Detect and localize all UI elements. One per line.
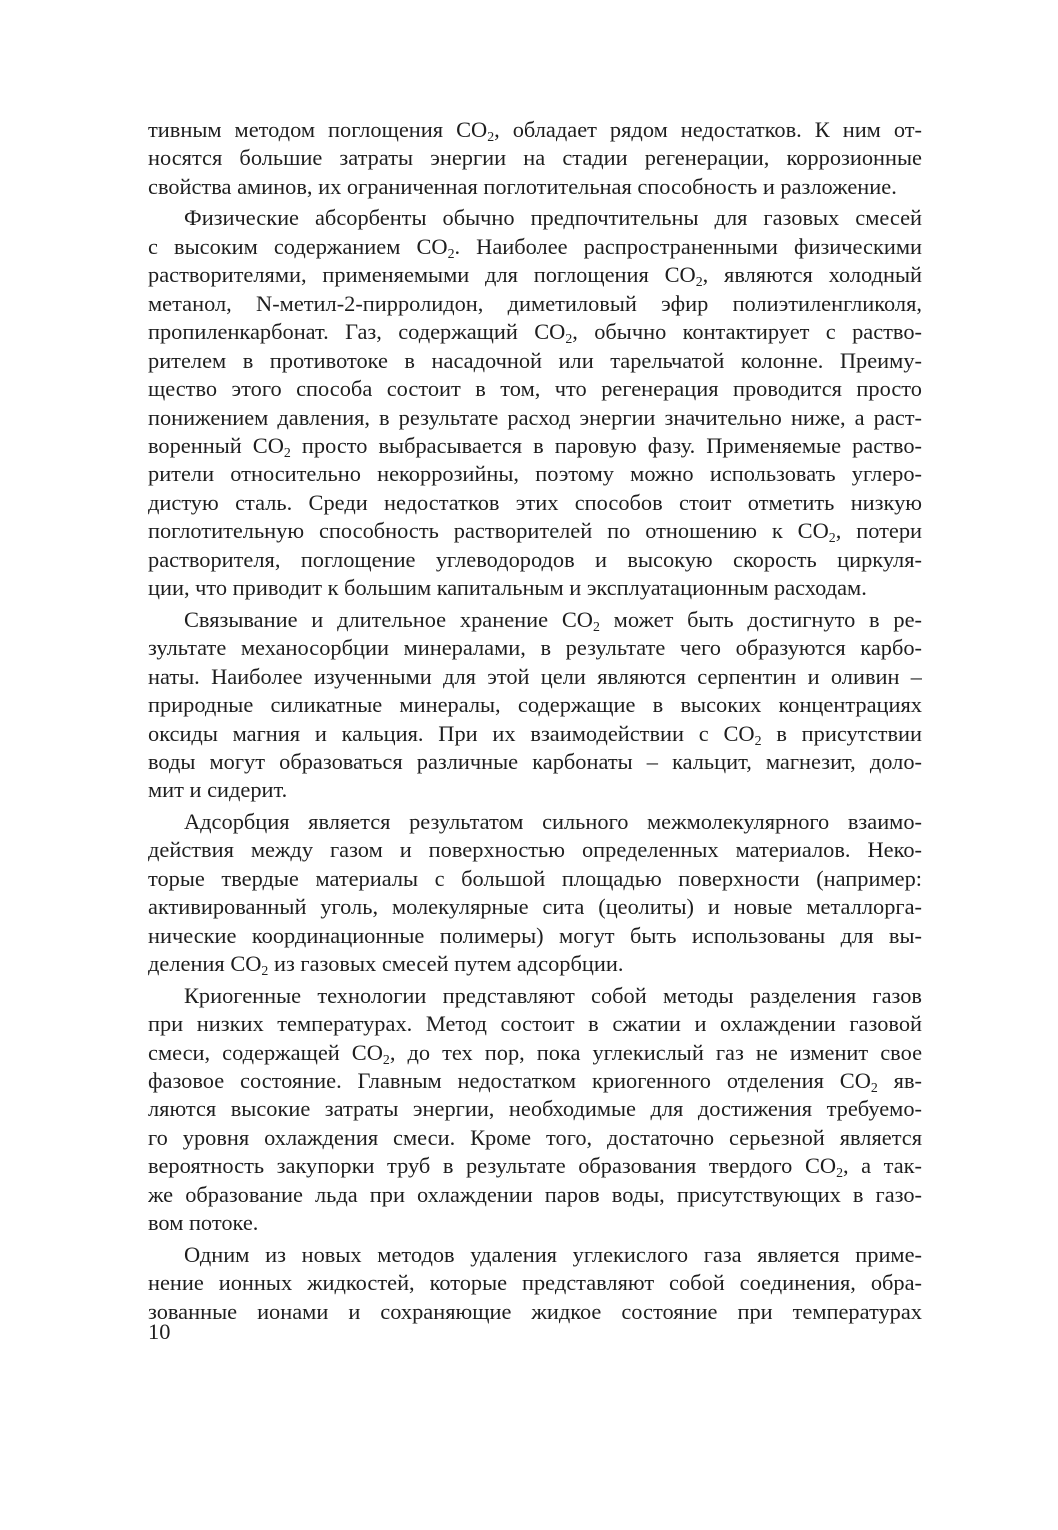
text-line: растворителями, применяемыми для поглощения $CO_2$, являются холодный [148, 262, 922, 290]
text-line: тивным методом поглощения $CO_2$, обладает рядом недостатков. К ним от- [148, 117, 922, 145]
text-line: нические координационные полимеры) могут быть использованы для вы- [148, 922, 922, 948]
text-line: дистую сталь. Среди недостатков этих способов стоит отметить низкую [148, 489, 922, 515]
text-line: с высоким содержанием $CO_2$. Наиболее распространенными физическими [148, 233, 922, 262]
text-line: активированный уголь, молекулярные сита (цеолиты) и новые металлорга- [148, 894, 922, 920]
paragraph [148, 808, 922, 979]
text-line: пропиленкарбонат. Газ, содержащий $CO_2$, обычно контактирует с раство- [148, 319, 922, 347]
text-line: вом потоке. [148, 1210, 259, 1236]
paragraph [148, 1241, 922, 1326]
text-line: Связывание и длительное хранение $CO_2$ может быть достигнуто в ре- [184, 606, 922, 635]
text-line: зультате механосорбции минералами, в результате чего образуются карбо- [148, 635, 922, 661]
text-line: носятся большие затраты энергии на стадии регенерации, коррозионные [148, 145, 922, 171]
text-line: Криогенные технологии представляют собой методы разделения газов [184, 982, 922, 1008]
text-line: нение ионных жидкостей, которые представляют собой соединения, обра- [148, 1270, 922, 1296]
paragraph [148, 982, 922, 1238]
text-line: свойства аминов, их ограниченная поглотительная способность и разложение. [148, 173, 897, 199]
text-line: при низких температурах. Метод состоит в сжатии и охлаждении газовой [148, 1011, 922, 1037]
text-line: Адсорбция является результатом сильного межмолекулярного взаимо- [184, 808, 922, 834]
text-line: растворителя, поглощение углеводородов и высокую скорость циркуля- [148, 546, 922, 572]
text-line: ции, что приводит к большим капитальным и эксплуатационным расходам. [148, 575, 867, 601]
text-line: вероятность закупорки труб в результате образования твердого $CO_2$, а так- [148, 1153, 922, 1181]
text-line: природные силикатные минералы, содержащие в высоких концентрациях [148, 692, 922, 718]
text-line: поглотительную способность растворителей по отношению к $CO_2$, потери [148, 518, 922, 546]
text-line: ляются высокие затраты энергии, необходимые для достижения требуемо- [148, 1096, 922, 1122]
text-line: метанол, N-метил-2-пирролидон, диметиловый эфир полиэтиленгликоля, [148, 290, 922, 316]
text-line: го уровня охлаждения смеси. Кроме того, достаточно серьезной является [148, 1124, 922, 1150]
text-line: рители относительно некоррозийны, поэтому можно использовать углеро- [148, 461, 922, 487]
page-body [148, 116, 922, 1326]
text-line: же образование льда при охлаждении паров воды, присутствующих в газо- [148, 1181, 922, 1207]
text-line: мит и сидерит. [148, 777, 288, 803]
text-line: понижением давления, в результате расход энергии значительно ниже, а раст- [148, 404, 922, 430]
text-line: Физические абсорбенты обычно предпочтительны для газовых смесей [184, 205, 922, 231]
paragraph [148, 116, 922, 201]
paragraph [148, 606, 922, 805]
page-number: 10 [148, 1319, 171, 1344]
text-line: действия между газом и поверхностью определенных материалов. Неко- [148, 837, 922, 863]
text-line: оксиды магния и кальция. При их взаимодействии с $CO_2$ в присутствии [148, 720, 922, 748]
text-line: зованные ионами и сохраняющие жидкое состояние при температурах [148, 1298, 922, 1324]
text-line: торые твердые материалы с большой площадью поверхности (например: [148, 865, 922, 891]
text-line: смеси, содержащей $CO_2$, до тех пор, пока углекислый газ не изменит свое [148, 1039, 922, 1067]
paragraph [148, 204, 922, 602]
text-line: деления $CO_2$ из газовых смесей путем адсорбции. [148, 951, 624, 979]
text-line: рителем в противотоке в насадочной или тарельчатой колонне. Преиму- [148, 347, 922, 373]
text-line: щество этого способа состоит в том, что регенерация проводится просто [148, 376, 922, 402]
text-line: наты. Наиболее изученными для этой цели являются серпентин и оливин – [148, 663, 922, 689]
text-line: воды могут образоваться различные карбонаты – кальцит, магнезит, доло- [148, 748, 922, 774]
text-line: воренный $CO_2$ просто выбрасывается в паровую фазу. Применяемые раство- [148, 432, 922, 461]
text-line: Одним из новых методов удаления углекислого газа является приме- [184, 1241, 922, 1267]
text-line: фазовое состояние. Главным недостатком криогенного отделения $CO_2$ яв- [148, 1067, 922, 1096]
